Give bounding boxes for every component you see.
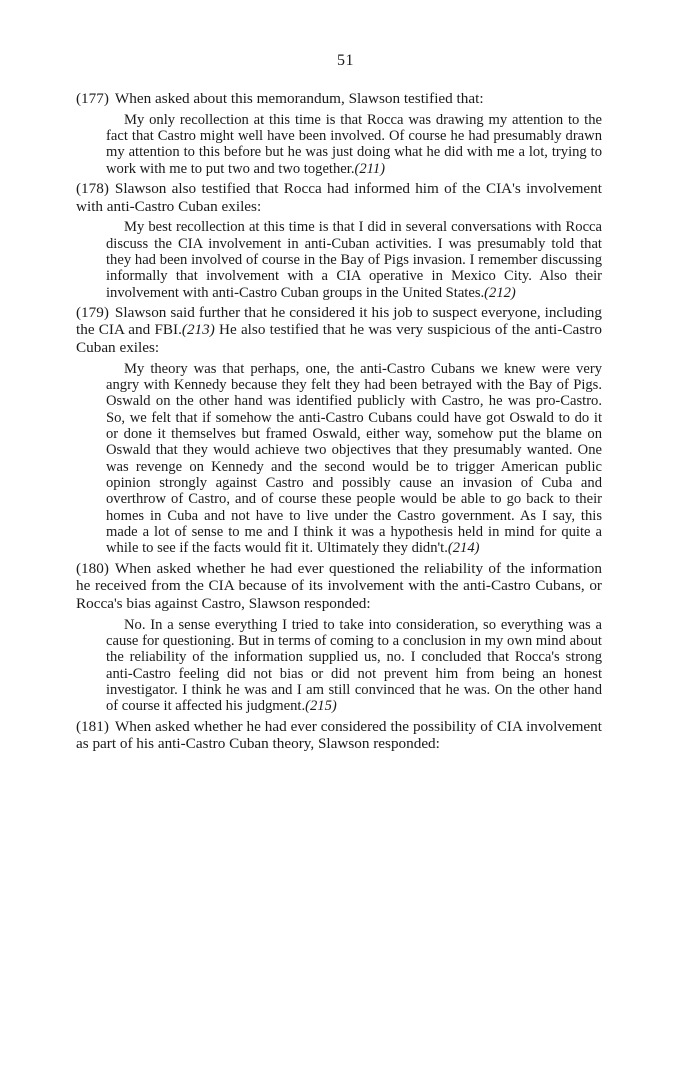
block-quote-178 (76, 219, 602, 301)
block-quote-180 (76, 617, 602, 715)
footnote-citation: (214) (447, 540, 480, 557)
paragraph-text: When asked about this memorandum, Slawson testified that: (114, 90, 484, 107)
paragraph-181 (76, 718, 602, 753)
block-quote-177 (76, 112, 602, 177)
paragraph-text: When asked whether he had ever considered the possibility of CIA involvement as part of his anti-Castro Cuban theory, Slawson responded: (76, 717, 602, 753)
paragraph-177 (76, 90, 602, 108)
paragraph-text: Slawson said further that he considered it his job to suspect everyone, including the CIA and FBI. (76, 303, 602, 339)
quote-text: My only recollection at this time is that Rocca was drawing my attention to the fact that Castro might well have been involved. Of course he had presumably drawn my attention to this before but he was just doing what he did with me a lot, trying to work with me to put two and two together. (106, 111, 602, 177)
paragraph-180 (76, 560, 602, 613)
quote-text: No. In a sense everything I tried to take into consideration, so everything was a cause for questioning. But in terms of coming to a conclusion in my own mind about the reliability of the information supplied us, no. I concluded that Rocca's strong anti-Castro feeling did not bias or did not prevent him from being an honest investigator. I think he was and I am still convinced that he was. On the other hand of course it affected his judgment. (106, 616, 602, 715)
paragraph-number: (177) (76, 90, 109, 107)
paragraph-number: (181) (76, 717, 109, 735)
paragraph-text-continued: He also testified that he was very suspicious of the anti-Castro Cuban exiles: (76, 321, 602, 357)
block-quote-179 (76, 361, 602, 557)
footnote-citation: (215) (305, 698, 337, 715)
paragraph-text: Slawson also testified that Rocca had informed him of the CIA's involvement with anti-Castro Cuban exiles: (76, 179, 602, 215)
paragraph-text: When asked whether he had ever questioned the reliability of the information he received from the CIA because of its involvement with the anti-Castro Cubans, or Rocca's bias against Castro, Slawson responded: (76, 559, 602, 612)
page-number: 51 (337, 52, 354, 69)
paragraph-number: (180) (76, 559, 109, 577)
footnote-citation: (212) (484, 284, 516, 301)
page-body (76, 90, 602, 753)
quote-text: My best recollection at this time is that I did in several conversations with Rocca discuss the CIA involvement in anti-Cuban activities. I was presumably told that they had been involved of course in the Bay of Pigs invasion. I remember discussing informally that involvement with a CIA operative in Mexico City. Also their involvement with anti-Castro Cuban groups in the United States. (106, 219, 602, 301)
paragraph-178 (76, 180, 602, 215)
quote-text: My theory was that perhaps, one, the anti-Castro Cubans we knew were very angry with Kennedy because they felt they had been betrayed with the Bay of Pigs. Oswald on the other hand was identified publicly with Castro, he was pro-Castro. So, we felt that if somehow the anti-Castro Cubans could have got Oswald to do it or done it themselves but framed Oswald, either way, somehow put the blame on Oswald that they would achieve two objectives that they presumably wanted. One was revenge on Kennedy and the second would be to trigger American public opinion strongly against Castro and possibly cause an invasion of Cuba and overthrow of Castro, and of course these people would be able to go back to their homes in Cuba and not have to live under the Castro government. As I say, this made a lot of sense to me and I think it was a hypothesis held in mind for quite a while to see if the facts would fit it. Ultimately they didn't. (106, 360, 602, 557)
paragraph-179 (76, 304, 602, 357)
footnote-citation: (211) (354, 160, 385, 177)
footnote-citation: (213) (181, 321, 215, 339)
paragraph-number: (179) (76, 303, 109, 321)
paragraph-number: (178) (76, 179, 109, 197)
